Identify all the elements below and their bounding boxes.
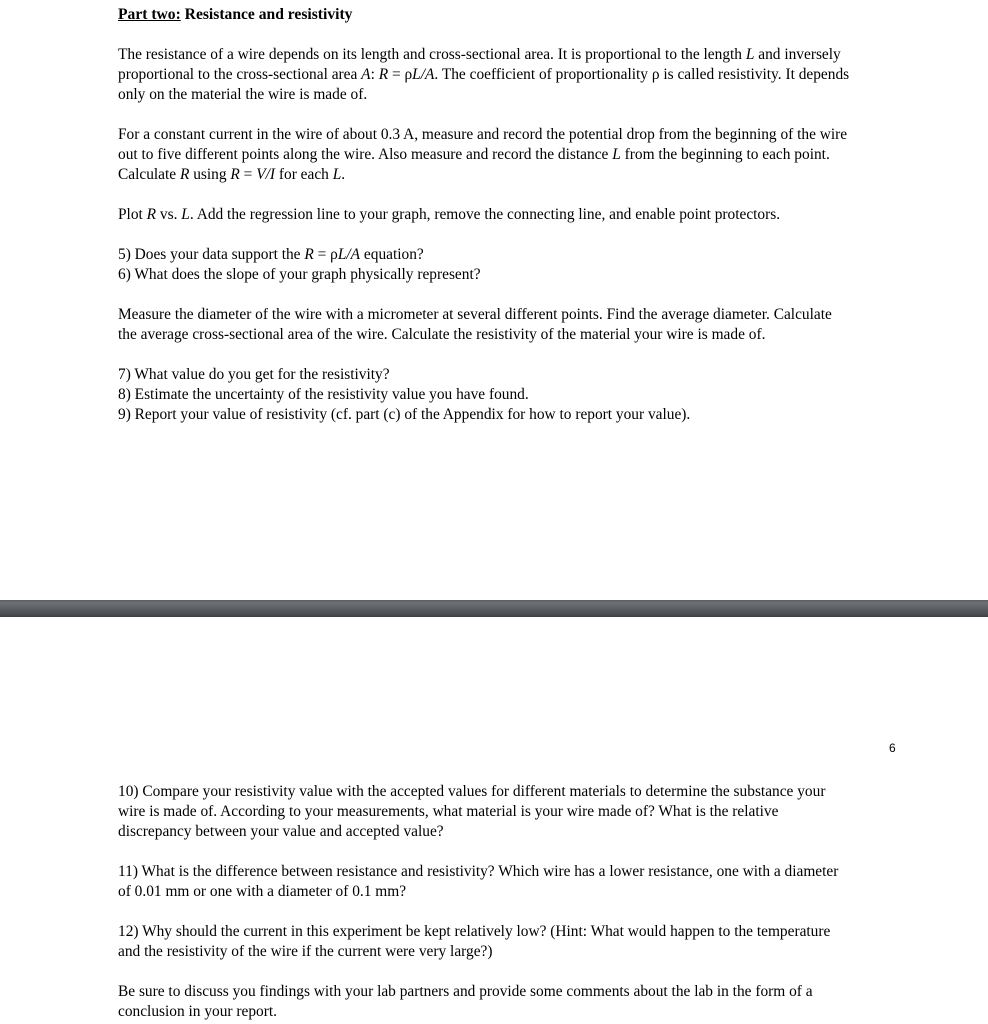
paragraph-plot-instructions: Plot R vs. L. Add the regression line to your graph, remove the connecting line, and enable point protectors. xyxy=(118,206,781,223)
paragraph-resistance-definition: The resistance of a wire depends on its length and cross-sectional area. It is proportional to the length L and inversely proportional to the cross-sectional area A: R = ρL/A. The coefficient of proportionality ρ is called resistivity. It depends only on the material the wire is made of. xyxy=(118,46,850,103)
paragraph-diameter-instructions: Measure the diameter of the wire with a micrometer at several different points. Find the average diameter. Calculate the average cross-sectional area of the wire. Calculate the resistivity of the material your wire is made of. xyxy=(118,306,832,343)
question-7: 7) What value do you get for the resistivity? xyxy=(118,366,390,383)
document-page-lower xyxy=(0,617,988,1024)
question-8: 8) Estimate the uncertainty of the resistivity value you have found. xyxy=(118,386,529,403)
question-5: 5) Does your data support the R = ρL/A equation? xyxy=(118,246,424,263)
question-9: 9) Report your value of resistivity (cf. part (c) of the Appendix for how to report your value). xyxy=(118,406,691,423)
page-content-lower xyxy=(118,782,850,1022)
section-title xyxy=(118,5,850,25)
question-10: 10) Compare your resistivity value with the accepted values for different materials to determine the substance your wire is made of. According to your measurements, what material is your wire made of? What is the relative discrepancy between your value and accepted value? xyxy=(118,783,826,840)
page-separator xyxy=(0,600,988,617)
question-6: 6) What does the slope of your graph physically represent? xyxy=(118,266,481,283)
page-content-upper xyxy=(118,5,850,425)
page-number: 6 xyxy=(889,741,896,755)
paragraph-measurement-instructions: For a constant current in the wire of about 0.3 A, measure and record the potential drop from the beginning of the wire out to five different points along the wire. Also measure and record the distance L from the beginning to each point. Calculate R using R = V/I for each L. xyxy=(118,126,848,183)
section-title-prefix: Part two: xyxy=(118,6,181,23)
question-11: 11) What is the difference between resistance and resistivity? Which wire has a lower resistance, one with a diameter of 0.01 mm or one with a diameter of 0.1 mm? xyxy=(118,863,839,900)
conclusion-paragraph: Be sure to discuss you findings with your lab partners and provide some comments about the lab in the form of a conclusion in your report. xyxy=(118,983,813,1020)
question-12: 12) Why should the current in this experiment be kept relatively low? (Hint: What would happen to the temperature and the resistivity of the wire if the current were very large?) xyxy=(118,923,831,960)
section-title-rest: Resistance and resistivity xyxy=(180,6,353,23)
